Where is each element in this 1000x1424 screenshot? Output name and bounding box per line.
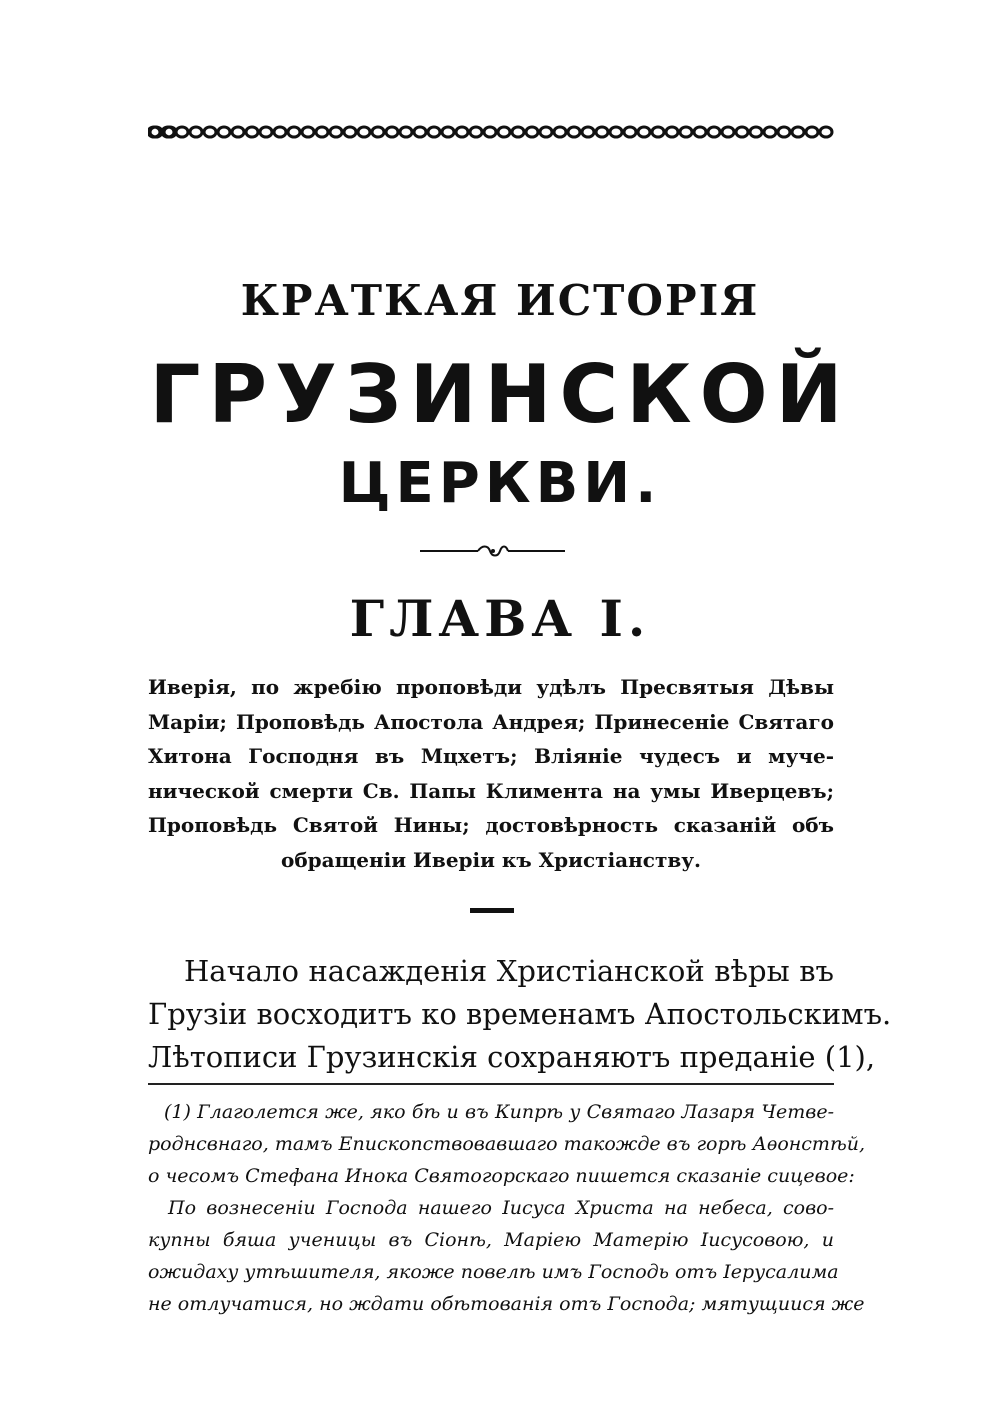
summary-line: Иверія, по жребію проповѣди удѣлъ Пресвятыя Дѣвы xyxy=(148,675,834,699)
summary-line: Проповѣдь Святой Нины; достовѣрность сказаній объ xyxy=(148,813,834,837)
title-line-1: КРАТКАЯ ИСТОРІЯ xyxy=(240,276,760,325)
chapter-heading: ГЛАВА I. xyxy=(349,589,651,648)
ornamental-border xyxy=(148,118,834,158)
footnote-line: (1) Глаголется же, яко бѣ и въ Кипрѣ у Святаго Лазаря Четве- xyxy=(164,1101,834,1123)
section-rule xyxy=(470,908,514,913)
decorative-swirl-divider xyxy=(420,543,565,559)
footnote xyxy=(148,1096,865,1320)
footnote-line: не отлучатися, но ждати обѣтованія отъ Господа; мятущиися же xyxy=(148,1293,865,1315)
title-line-2: ГРУЗИНСКОЙ xyxy=(149,348,851,441)
body-line: Лѣтописи Грузинскія сохраняютъ преданіе (1), xyxy=(148,1040,876,1074)
footnote-line: о чесомъ Стефана Инока Святогорскаго пишется сказаніе сицевое: xyxy=(148,1165,855,1187)
summary-line: Хитона Господня въ Мцхетъ; Вліяніе чудесъ и муче- xyxy=(148,744,834,768)
body-text xyxy=(148,950,892,1079)
summary-line: нической смерти Св. Папы Климента на умы Иверцевъ; xyxy=(148,778,834,803)
footnote-separator xyxy=(148,1083,834,1085)
footnote-line: купны бяша ученицы въ Сіонѣ, Маріею Матерію Іисусовою, и xyxy=(148,1229,834,1251)
body-line: Начало насажденія Христіанской вѣры въ xyxy=(184,954,834,988)
footnote-line: роднсвнаго, тамъ Епископствовавшаго такожде въ горѣ Аѳонстѣй, xyxy=(148,1133,865,1155)
footnote-line: ожидаху утѣшителя, якоже повелѣ имъ Господь отъ Іерусалима xyxy=(148,1261,839,1283)
footnote-line: По вознесеніи Господа нашего Іисуса Христа на небеса, сово- xyxy=(168,1197,834,1219)
title-line-3: ЦЕРКВИ. xyxy=(338,451,662,516)
chapter-summary xyxy=(148,670,834,877)
body-line: Грузіи восходитъ ко временамъ Апостольскимъ. xyxy=(148,997,892,1031)
summary-line: обращеніи Иверіи къ Христіанству. xyxy=(281,847,701,872)
summary-line: Маріи; Проповѣдь Апостола Андрея; Принесеніе Святаго xyxy=(148,709,834,734)
